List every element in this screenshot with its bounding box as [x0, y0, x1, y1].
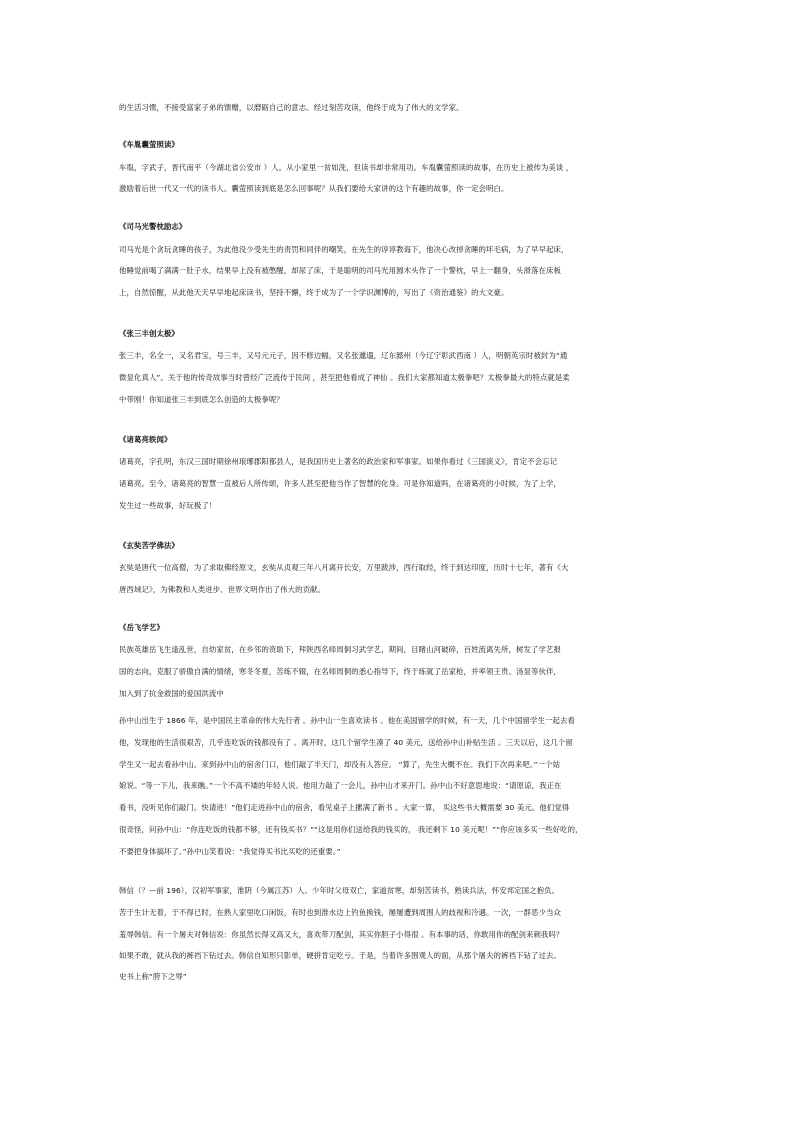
body-text-line: 他睡觉前喝了满满一肚子水，结果早上没有被憋醒，却尿了床，于是聪明的司马光用圆木头作了一个警枕，早上一翻身，头滑落在床板	[119, 266, 561, 275]
body-text-line: 如果不敢，就从我的裤裆下钻过去。韩信自知形只影单，硬拼肯定吃亏。于是，当着许多围观人的面，从那个屠夫的裤裆下钻了过去。	[119, 951, 561, 960]
body-text-line: 羞辱韩信。有一个屠夫对韩信说：你虽然长得又高又大，喜欢带刀配剑，其实你胆子小得很 。有本事的话，你敢用你的配剑来刺我吗？	[119, 930, 564, 939]
body-text-line: 韩信（？—前 196），汉初军事家，淮阴（今属江苏）人。少年时父母双亡，家道贫寒，却刻苦读书，熟读兵法，怀安邦定国之抱负。	[119, 886, 560, 895]
body-text-line: 车胤，字武子，晋代南平（今湖北省公安市 ）人。从小家里一贫如洗，但读书却非常用功。车胤囊萤照读的故事，在历史上被传为美谈 ，	[119, 163, 574, 172]
body-text-line: 加入到了抗金救国的爱国洪流中	[119, 689, 224, 698]
body-text-line: 的生活习惯，不接受富家子弟的馈赠，以磨砺自己的意志。经过刻苦攻读，他终于成为了伟大的文学家。	[119, 103, 464, 112]
body-text-line: 娘说。“等一下儿，我来瞧。”一个不高不矮的年轻人说。他用力敲了一会儿，孙中山才来开门。孙中山不好意思地说：“请原谅，我正在	[119, 781, 562, 790]
body-text-line: 诸葛亮，字孔明，东汉三国时期徐州琅琊郡阳都县人，是我国历史上著名的政治家和军事家。如果你看过《三国演义》，肯定不会忘记	[119, 457, 558, 466]
body-text-line: 唐西域记》，为佛教和人类进步、世界文明作出了伟大的贡献。	[119, 585, 326, 594]
section-title: 《车胤囊萤照读》	[119, 140, 179, 149]
body-text-line: 史书上称“胯下之辱”	[119, 972, 187, 981]
body-text-line: 微显化真人”。关于他的传奇故事当时曾经广泛流传于民间 ，甚至把他看成了神仙 。我们大家都知道太极拳吧？太极拳最大的特点就是柔	[119, 373, 570, 382]
body-text-line: 不要把身体搞坏了。”孙中山笑着说：“我觉得买书比买吃的还重要。”	[119, 847, 341, 856]
body-text-line: 上，自然惊醒，从此他天天早早地起床读书，坚持不懈，终于成为了一个学识渊博的，写出了《资治通鉴》的大文豪。	[119, 288, 509, 297]
body-text-line: 诸葛亮。至今，诸葛亮的智慧一直被后人所传颂，许多人甚至把他当作了智慧的化身。可是你知道吗，在诸葛亮的小时候，为了上学，	[119, 479, 561, 488]
body-text-line: 司马光是个贪玩贪睡的孩子，为此他没少受先生的责罚和同伴的嘲笑，在先生的谆谆教诲下，他决心改掉贪睡的坏毛病，为了早早起床，	[119, 245, 569, 254]
section-title: 《岳飞学艺》	[119, 623, 164, 632]
body-text-line: 苦于生计无着，于不得已时，在熟人家里吃口闲饭，有时也到淮水边上钓鱼换钱，屡屡遭到周围人的歧视和冷遇。一次，一群恶少当众	[119, 908, 561, 917]
body-text-line: 看书，没听见你们敲门。快请进！”他们走进孙中山的宿舍，看见桌子上摞满了新书 。大家一算， 买这些书大概需要 30 美元。他们觉得	[119, 803, 570, 812]
body-text-line: 很奇怪，问孙中山：“你连吃饭的钱都不够，还有钱买书？”“这是用你们送给我的钱买的， 我还剩下 10 美元呢！”“你应该多买一些好吃的，	[119, 825, 583, 834]
body-text-line: 民族英雄岳飞生逢乱世，自幼家贫，在乡邻的资助下，拜陕西名师周侗习武学艺，期间，目睹山河破碎，百姓流离失所，树发了学艺报	[119, 645, 561, 654]
section-title: 《诸葛亮轶闻》	[119, 435, 172, 444]
body-text-line: 发生过一些故事，好玩极了！	[119, 501, 217, 510]
body-text-line: 张三丰，名全一，又名君宝，号三丰，又号元元子，因不修边幅，又名张邋遢，辽东懿州（今辽宁彰武西南 ）人，明朝英宗时被封为“通	[119, 351, 568, 360]
section-title: 《玄奘苦学佛法》	[119, 541, 179, 550]
body-text-line: 玄奘是唐代一位高僧，为了求取佛经原文，玄奘从贞观三年八月离开长安，万里跋涉，西行取经，终于到达印度，历时十七年，著有《大	[119, 563, 569, 572]
body-text-line: 学生又一起去看孙中山。来到孙中山的宿舍门口，他们敲了半天门，却没有人答应。 “算了，先生大概不在。我们下次再来吧。”一个姑	[119, 760, 561, 769]
section-title: 《司马光警枕励志》	[119, 222, 187, 231]
body-text-line: 国的志向，克服了骄傲自满的情绪，寒冬冬夏，苦练不辍，在名师周侗的悉心指导下，终于练就了岳家枪，并率领王贵、汤显等伙伴，	[119, 667, 561, 676]
body-text-line: 他，发现他的生活很艰苦，几乎连吃饭的钱都没有了 。离开时，这几个留学生凑了 40 美元，送给孙中山补贴生活 。三天以后，这几个留	[119, 738, 573, 747]
body-text-line: 激励着后世一代又一代的读书人。囊萤照读到底是怎么回事呢？从我们要给大家讲的这个有趣的故事，你一定会明白。	[119, 184, 509, 193]
body-text-line: 孙中山出生于 1866 年，是中国民主革命的伟大先行者 。孙中山一生喜欢读书 。他在美国留学的时候，有一天，几个中国留学生一起去看	[119, 716, 575, 725]
body-text-line: 中带刚！你知道张三丰到底怎么创造的太极拳呢？	[119, 395, 284, 404]
section-title: 《张三丰创太极》	[119, 329, 179, 338]
